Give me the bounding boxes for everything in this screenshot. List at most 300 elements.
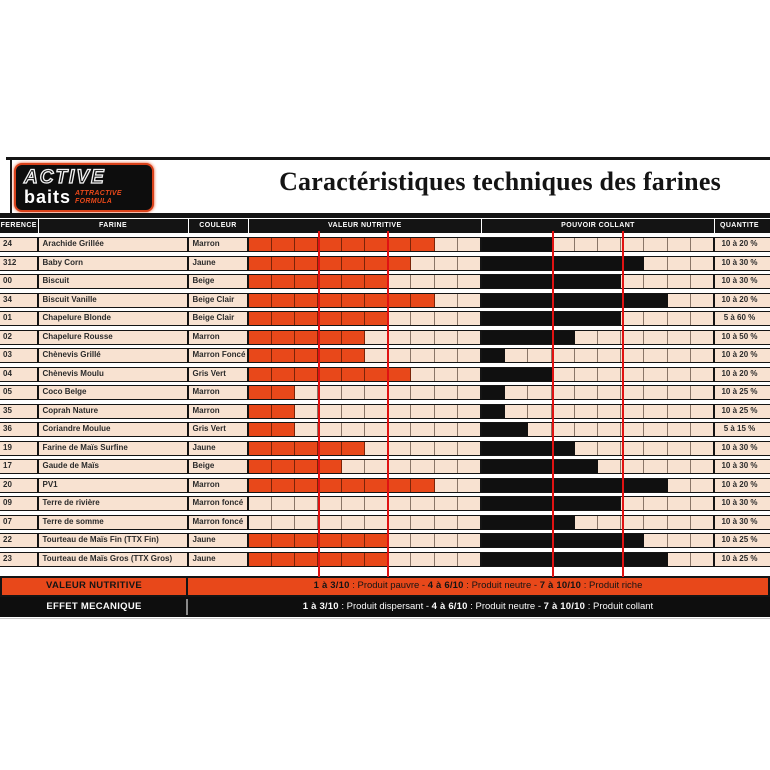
bar-empty-cell (365, 386, 388, 399)
bar-filled-cell (249, 553, 272, 566)
farine-cell: Biscuit Vanille (39, 294, 189, 307)
bar-filled-cell (295, 534, 318, 547)
bar-empty-cell (388, 534, 411, 547)
bar-filled-cell (272, 442, 295, 455)
bar-empty-cell (598, 423, 621, 436)
bar-filled-cell (365, 479, 388, 492)
bar-filled-cell (482, 423, 505, 436)
reference-cell: 01 (0, 312, 39, 325)
bar-empty-cell (388, 312, 411, 325)
bar-empty-cell (691, 405, 713, 418)
bar-filled-cell (249, 405, 272, 418)
bar-filled-cell (318, 442, 341, 455)
bar-filled-cell (575, 460, 598, 473)
farine-cell: Coriandre Moulue (39, 423, 189, 436)
bar-empty-cell (435, 257, 458, 270)
bar-filled-cell (482, 460, 505, 473)
bar-empty-cell (621, 349, 644, 362)
bar-empty-cell (458, 294, 480, 307)
bar-filled-cell (272, 553, 295, 566)
bar-filled-cell (644, 479, 667, 492)
bar-filled-cell (505, 275, 528, 288)
valeur-nutritive-bar (249, 553, 483, 566)
top-border-line (6, 157, 770, 160)
bar-filled-cell (598, 479, 621, 492)
bar-filled-cell (575, 257, 598, 270)
bar-empty-cell (411, 442, 434, 455)
bar-filled-cell (482, 386, 505, 399)
bar-empty-cell (644, 386, 667, 399)
bar-empty-cell (528, 423, 551, 436)
bar-empty-cell (668, 516, 691, 529)
bar-empty-cell (644, 312, 667, 325)
quantite-cell: 10 à 20 % (715, 294, 770, 307)
bar-filled-cell (552, 534, 575, 547)
bar-empty-cell (435, 368, 458, 381)
table-row (0, 549, 770, 568)
farine-cell: Chapelure Rousse (39, 331, 189, 344)
bar-filled-cell (505, 312, 528, 325)
legend-mecanique-label: EFFET MECANIQUE (2, 599, 188, 616)
bar-empty-cell (295, 405, 318, 418)
bar-empty-cell (272, 516, 295, 529)
couleur-cell: Marron (189, 479, 249, 492)
bar-empty-cell (644, 331, 667, 344)
bar-empty-cell (435, 386, 458, 399)
bottom-shadow-line (0, 618, 770, 619)
reference-cell: 19 (0, 442, 39, 455)
bar-filled-cell (552, 553, 575, 566)
bar-filled-cell (342, 553, 365, 566)
bar-empty-cell (411, 331, 434, 344)
bar-filled-cell (272, 534, 295, 547)
bar-empty-cell (411, 405, 434, 418)
bar-filled-cell (272, 423, 295, 436)
bar-filled-cell (528, 294, 551, 307)
bar-filled-cell (575, 479, 598, 492)
bar-filled-cell (365, 294, 388, 307)
bar-empty-cell (598, 516, 621, 529)
bar-filled-cell (365, 257, 388, 270)
reference-cell: 36 (0, 423, 39, 436)
table-row (0, 253, 770, 272)
bar-empty-cell (388, 331, 411, 344)
bar-empty-cell (435, 460, 458, 473)
bar-empty-cell (458, 516, 480, 529)
red-guide-line-nutritive-6 (387, 231, 389, 577)
bar-empty-cell (365, 460, 388, 473)
bar-empty-cell (249, 497, 272, 510)
bar-filled-cell (505, 497, 528, 510)
bar-filled-cell (272, 238, 295, 251)
header-quantite: QUANTITE (715, 219, 770, 233)
bar-empty-cell (458, 442, 480, 455)
valeur-nutritive-bar (249, 516, 483, 529)
bar-empty-cell (411, 368, 434, 381)
couleur-cell: Jaune (189, 442, 249, 455)
bar-filled-cell (249, 257, 272, 270)
red-guide-line-nutritive-3 (318, 231, 320, 577)
bar-empty-cell (691, 534, 713, 547)
bar-filled-cell (272, 275, 295, 288)
bar-filled-cell (598, 534, 621, 547)
bar-empty-cell (575, 423, 598, 436)
bar-filled-cell (644, 294, 667, 307)
bar-filled-cell (528, 497, 551, 510)
pouvoir-collant-bar (482, 442, 715, 455)
bar-empty-cell (552, 349, 575, 362)
bar-empty-cell (668, 460, 691, 473)
farine-cell: Chapelure Blonde (39, 312, 189, 325)
bar-empty-cell (644, 516, 667, 529)
farine-cell: PV1 (39, 479, 189, 492)
bar-filled-cell (295, 238, 318, 251)
bar-filled-cell (598, 312, 621, 325)
farine-cell: Arachide Grillée (39, 238, 189, 251)
bar-empty-cell (691, 516, 713, 529)
bar-empty-cell (691, 312, 713, 325)
bar-empty-cell (668, 257, 691, 270)
farine-cell: Terre de somme (39, 516, 189, 529)
bar-filled-cell (272, 331, 295, 344)
bar-filled-cell (575, 534, 598, 547)
quantite-cell: 10 à 30 % (715, 516, 770, 529)
bar-empty-cell (621, 386, 644, 399)
bar-empty-cell (388, 405, 411, 418)
bar-empty-cell (621, 331, 644, 344)
bar-filled-cell (272, 368, 295, 381)
farine-cell: Tourteau de Maïs Fin (TTX Fin) (39, 534, 189, 547)
bar-empty-cell (575, 386, 598, 399)
reference-cell: 34 (0, 294, 39, 307)
reference-cell: 22 (0, 534, 39, 547)
bar-empty-cell (575, 516, 598, 529)
bar-empty-cell (644, 497, 667, 510)
bar-empty-cell (388, 442, 411, 455)
bar-filled-cell (482, 405, 505, 418)
farine-cell: Terre de rivière (39, 497, 189, 510)
legend-mecanique-text: 1 à 3/10 : Produit dispersant - 4 à 6/10 : Produit neutre - 7 à 10/10 : Produit collant (302, 600, 654, 612)
reference-cell: 23 (0, 553, 39, 566)
legend-nutritive-label: VALEUR NUTRITIVE (2, 578, 188, 595)
bar-filled-cell (342, 331, 365, 344)
bar-filled-cell (528, 331, 551, 344)
bar-empty-cell (342, 460, 365, 473)
bar-empty-cell (295, 423, 318, 436)
bar-empty-cell (435, 294, 458, 307)
bar-empty-cell (691, 368, 713, 381)
bar-filled-cell (318, 460, 341, 473)
bar-filled-cell (621, 294, 644, 307)
bar-empty-cell (552, 368, 575, 381)
bar-empty-cell (411, 257, 434, 270)
bar-filled-cell (528, 368, 551, 381)
bar-filled-cell (272, 257, 295, 270)
bar-empty-cell (458, 238, 480, 251)
pouvoir-collant-bar (482, 497, 715, 510)
bar-empty-cell (621, 405, 644, 418)
bar-filled-cell (598, 257, 621, 270)
bar-filled-cell (505, 294, 528, 307)
pouvoir-collant-bar (482, 312, 715, 325)
bar-filled-cell (644, 553, 667, 566)
table-row (0, 382, 770, 401)
bar-filled-cell (552, 257, 575, 270)
reference-cell: 03 (0, 349, 39, 362)
farine-cell: Coco Belge (39, 386, 189, 399)
couleur-cell: Gris Vert (189, 423, 249, 436)
bar-empty-cell (621, 368, 644, 381)
bar-filled-cell (552, 294, 575, 307)
couleur-cell: Marron (189, 405, 249, 418)
bar-empty-cell (411, 312, 434, 325)
bar-empty-cell (668, 553, 691, 566)
valeur-nutritive-bar (249, 442, 483, 455)
table-row (0, 234, 770, 253)
bar-empty-cell (411, 497, 434, 510)
bar-empty-cell (388, 516, 411, 529)
farine-cell: Farine de Maïs Surfine (39, 442, 189, 455)
bar-filled-cell (482, 516, 505, 529)
bar-empty-cell (458, 460, 480, 473)
bar-empty-cell (621, 312, 644, 325)
bar-filled-cell (528, 238, 551, 251)
table-header-row (0, 219, 770, 233)
bar-filled-cell (318, 275, 341, 288)
quantite-cell: 10 à 20 % (715, 238, 770, 251)
couleur-cell: Marron Foncé (189, 349, 249, 362)
bar-empty-cell (388, 553, 411, 566)
bar-filled-cell (249, 275, 272, 288)
bar-empty-cell (691, 349, 713, 362)
bar-filled-cell (505, 460, 528, 473)
bar-empty-cell (365, 349, 388, 362)
valeur-nutritive-bar (249, 460, 483, 473)
header-valeur-nutritive: VALEUR NUTRITIVE (249, 219, 483, 233)
pouvoir-collant-bar (482, 405, 715, 418)
bar-empty-cell (528, 405, 551, 418)
table-row (0, 271, 770, 290)
bar-filled-cell (575, 294, 598, 307)
bar-empty-cell (411, 534, 434, 547)
bar-filled-cell (272, 386, 295, 399)
bar-empty-cell (621, 275, 644, 288)
farine-cell: Baby Corn (39, 257, 189, 270)
quantite-cell: 10 à 20 % (715, 349, 770, 362)
bar-empty-cell (249, 516, 272, 529)
bar-empty-cell (388, 423, 411, 436)
bar-empty-cell (435, 405, 458, 418)
bar-empty-cell (272, 497, 295, 510)
quantite-cell: 10 à 25 % (715, 553, 770, 566)
bar-filled-cell (411, 238, 434, 251)
bar-filled-cell (365, 312, 388, 325)
bar-empty-cell (411, 423, 434, 436)
bar-filled-cell (388, 238, 411, 251)
bar-filled-cell (621, 257, 644, 270)
bar-empty-cell (435, 423, 458, 436)
quantite-cell: 10 à 30 % (715, 497, 770, 510)
active-baits-logo (14, 163, 154, 212)
couleur-cell: Marron foncé (189, 497, 249, 510)
table-row (0, 493, 770, 512)
bar-empty-cell (458, 534, 480, 547)
bar-empty-cell (458, 553, 480, 566)
bar-filled-cell (342, 534, 365, 547)
bar-empty-cell (295, 516, 318, 529)
header-farine: FARINE (39, 219, 189, 233)
bar-filled-cell (552, 497, 575, 510)
legend-nutritive-text: 1 à 3/10 : Produit pauvre - 4 à 6/10 : Produit neutre - 7 à 10/10 : Produit riche (313, 580, 643, 591)
bar-empty-cell (318, 497, 341, 510)
bar-empty-cell (388, 460, 411, 473)
bar-empty-cell (691, 553, 713, 566)
bar-filled-cell (575, 275, 598, 288)
valeur-nutritive-bar (249, 423, 483, 436)
couleur-cell: Gris Vert (189, 368, 249, 381)
bar-empty-cell (342, 497, 365, 510)
bar-filled-cell (318, 331, 341, 344)
bar-empty-cell (598, 238, 621, 251)
bar-empty-cell (388, 497, 411, 510)
bar-empty-cell (621, 516, 644, 529)
bar-filled-cell (249, 479, 272, 492)
bar-filled-cell (272, 405, 295, 418)
bar-empty-cell (435, 479, 458, 492)
bar-filled-cell (295, 275, 318, 288)
bar-empty-cell (411, 460, 434, 473)
bar-filled-cell (482, 479, 505, 492)
bar-empty-cell (598, 386, 621, 399)
bar-empty-cell (435, 516, 458, 529)
bar-empty-cell (552, 405, 575, 418)
bar-empty-cell (411, 386, 434, 399)
bar-empty-cell (505, 405, 528, 418)
bar-empty-cell (691, 497, 713, 510)
bar-filled-cell (505, 553, 528, 566)
couleur-cell: Jaune (189, 257, 249, 270)
valeur-nutritive-bar (249, 312, 483, 325)
bar-filled-cell (528, 460, 551, 473)
bar-empty-cell (668, 294, 691, 307)
reference-cell: 24 (0, 238, 39, 251)
bar-filled-cell (552, 516, 575, 529)
bar-filled-cell (482, 294, 505, 307)
bar-filled-cell (249, 294, 272, 307)
bar-filled-cell (318, 553, 341, 566)
bar-empty-cell (505, 349, 528, 362)
bar-empty-cell (644, 368, 667, 381)
valeur-nutritive-bar (249, 368, 483, 381)
bar-empty-cell (458, 257, 480, 270)
bar-empty-cell (552, 238, 575, 251)
bar-filled-cell (528, 275, 551, 288)
bar-empty-cell (342, 516, 365, 529)
bar-filled-cell (482, 553, 505, 566)
table-row (0, 308, 770, 327)
bar-filled-cell (388, 368, 411, 381)
table-row (0, 419, 770, 438)
bar-empty-cell (644, 534, 667, 547)
bar-filled-cell (295, 257, 318, 270)
valeur-nutritive-bar (249, 405, 483, 418)
bar-filled-cell (505, 368, 528, 381)
bar-empty-cell (528, 349, 551, 362)
bar-empty-cell (668, 405, 691, 418)
pouvoir-collant-bar (482, 386, 715, 399)
farine-cell: Chènevis Moulu (39, 368, 189, 381)
bar-filled-cell (272, 349, 295, 362)
bar-filled-cell (482, 312, 505, 325)
valeur-nutritive-bar (249, 257, 483, 270)
bar-filled-cell (249, 312, 272, 325)
left-border-line (10, 159, 12, 215)
bar-empty-cell (575, 442, 598, 455)
bar-filled-cell (342, 238, 365, 251)
bar-filled-cell (365, 534, 388, 547)
red-guide-line-collant-3 (552, 231, 554, 577)
bar-empty-cell (668, 479, 691, 492)
bar-empty-cell (668, 442, 691, 455)
flours-table (0, 219, 770, 567)
bar-empty-cell (388, 386, 411, 399)
bar-filled-cell (482, 442, 505, 455)
table-row (0, 438, 770, 457)
bar-filled-cell (318, 312, 341, 325)
bar-empty-cell (691, 294, 713, 307)
valeur-nutritive-bar (249, 534, 483, 547)
bar-empty-cell (621, 423, 644, 436)
bar-filled-cell (598, 294, 621, 307)
bar-filled-cell (272, 460, 295, 473)
pouvoir-collant-bar (482, 368, 715, 381)
bar-filled-cell (342, 257, 365, 270)
legend-effet-mecanique (0, 597, 770, 618)
bar-filled-cell (318, 294, 341, 307)
bar-filled-cell (482, 368, 505, 381)
bar-filled-cell (552, 479, 575, 492)
bar-filled-cell (621, 553, 644, 566)
reference-cell: 312 (0, 257, 39, 270)
bar-filled-cell (318, 534, 341, 547)
bar-empty-cell (691, 331, 713, 344)
pouvoir-collant-bar (482, 534, 715, 547)
pouvoir-collant-bar (482, 460, 715, 473)
bar-filled-cell (342, 312, 365, 325)
bar-empty-cell (552, 423, 575, 436)
bar-filled-cell (318, 479, 341, 492)
bar-empty-cell (295, 386, 318, 399)
bar-filled-cell (272, 294, 295, 307)
bar-empty-cell (668, 386, 691, 399)
bar-filled-cell (505, 238, 528, 251)
bar-filled-cell (552, 442, 575, 455)
quantite-cell: 10 à 25 % (715, 386, 770, 399)
bar-empty-cell (575, 349, 598, 362)
bar-filled-cell (575, 312, 598, 325)
reference-cell: 17 (0, 460, 39, 473)
bar-empty-cell (575, 368, 598, 381)
bar-filled-cell (598, 275, 621, 288)
bar-empty-cell (621, 442, 644, 455)
quantite-cell: 10 à 30 % (715, 275, 770, 288)
bar-filled-cell (388, 479, 411, 492)
bar-empty-cell (621, 497, 644, 510)
bar-empty-cell (598, 349, 621, 362)
bar-empty-cell (318, 405, 341, 418)
bar-empty-cell (435, 534, 458, 547)
bar-filled-cell (365, 275, 388, 288)
